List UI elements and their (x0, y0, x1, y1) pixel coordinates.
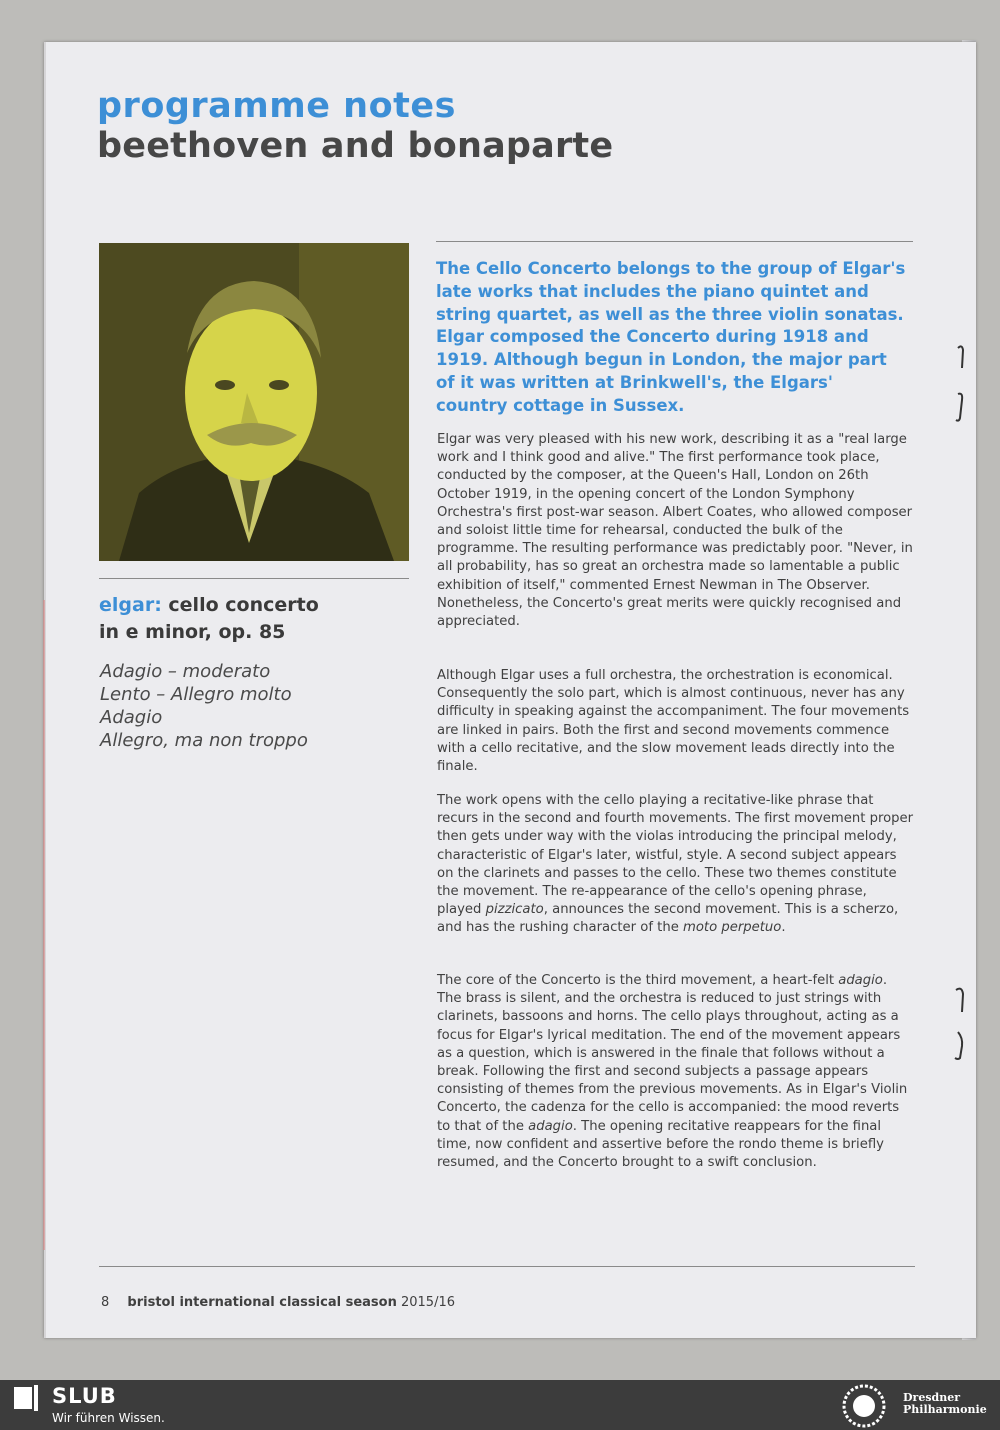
work-heading (99, 592, 399, 646)
italic-term: adagio (528, 1118, 573, 1134)
season-year: 2015/16 (400, 1295, 455, 1310)
text-run: , announces the second movement. This is a scherzo, and has the rushing character of the (437, 902, 899, 936)
page-footer (101, 1295, 455, 1310)
text-run: . The brass is silent, and the orchestra is reduced to just strings with clarinets, bassoons and horns. The cello plays throughout, acting as a focus for Elgar's lyrical meditation. The end of the movement appears as a question, which is answered in the finale that follows without a break. Following the first and second subjects a passage appears consisting of themes from the previous movements. As in Elgar's Violin Concerto, the cadenza for the cello is accompanied: the mood reverts to that of the (437, 973, 908, 1134)
text-run: The core of the Concerto is the third movement, a heart-felt (437, 973, 839, 988)
composer-name: elgar: (99, 594, 162, 616)
movement-item: Adagio (100, 707, 163, 728)
body-paragraph-1: Elgar was very pleased with his new work, describing it as a "real large work and I think good and alive." The first performance took place, conducted by the composer, at the Queen's Hall, London on 26th October 1919, in the opening concert of the London Symphony Orchestra's first post-war season. Albert Coates, who allowed composer and soloist little time for rehearsal, conducted the bulk of the programme. The resulting performance was predictably poor. "Never, in all probability, has so great an orchestra made so lamentable a public exhibition of itself," commented Ernest Newman in The Observer. Nonetheless, the Concerto's great merits were quickly recognised and appreciated. (437, 432, 913, 630)
composer-portrait (99, 243, 409, 561)
lead-paragraph: The Cello Concerto belongs to the group of Elgar's late works that includes the piano quintet and string quartet, as well as the three violin sonatas. Elgar composed the Concerto during 1918 and 1919. Although begun in London, the major part of it was written at Brinkwell's, the Elgars' country cottage in Sussex. (436, 259, 906, 415)
footer-divider (99, 1266, 915, 1267)
movement-item: Allegro, ma non troppo (100, 730, 308, 751)
binding-hole-marks-bottom (950, 980, 974, 1070)
italic-term: pizzicato (485, 902, 544, 918)
binding-hole-marks-top (950, 340, 974, 430)
text-run: . The opening recitative reappears for the final time, now confident and assertive before the rondo theme is briefly resumed, and the Concerto brought to a swift conclusion. (437, 1118, 884, 1171)
text-run: The work opens with the cello playing a recitative-like phrase that recurs in the second and fourth movements. The first movement proper then gets under way with the violas introducing the principal melody, characteristic of Elgar's later, wistful, style. A second subject appears on the clarinets and passes to the cello. These two themes constitute the movement. The re-appearance of the cello's opening phrase, played (437, 793, 914, 918)
page-edge-mark (43, 600, 45, 1250)
italic-term: moto perpetuo (683, 920, 782, 936)
movement-item: Lento – Allegro molto (100, 684, 292, 705)
body-paragraph-3 (437, 792, 915, 938)
work-title-line2: in e minor, op. 85 (99, 621, 286, 643)
portrait-illustration (99, 243, 409, 561)
slub-logo-icon (14, 1385, 40, 1411)
text-run: . (781, 920, 786, 936)
slub-tagline: Wir führen Wissen. (52, 1411, 165, 1425)
left-column-divider (99, 578, 409, 579)
partner-name (903, 1392, 987, 1416)
right-column-divider (436, 241, 913, 242)
slub-name: SLUB (52, 1384, 117, 1408)
movement-list (100, 660, 308, 752)
work-title-line1: cello concerto (161, 594, 319, 616)
page-number: 8 (101, 1295, 110, 1310)
dresdner-philharmonie-logo-icon (840, 1383, 888, 1429)
body-paragraph-4 (437, 972, 915, 1172)
italic-term: adagio (838, 973, 883, 988)
page-title: programme notes (97, 86, 456, 126)
partner-name-line1: Dresdner (903, 1391, 961, 1404)
season-name: bristol international classical season (127, 1295, 397, 1310)
movement-item: Adagio – moderato (100, 661, 271, 682)
page-subtitle: beethoven and bonaparte (97, 126, 614, 166)
body-paragraph-2: Although Elgar uses a full orchestra, the orchestration is economical. Consequently the solo part, which is almost continuous, never has any difficulty in speaking against the accompaniment. The four movements are linked in pairs. Both the first and second movements commence with a cello recitative, and the slow movement leads directly into the finale. (437, 668, 910, 775)
partner-name-line2: Philharmonie (903, 1403, 987, 1416)
